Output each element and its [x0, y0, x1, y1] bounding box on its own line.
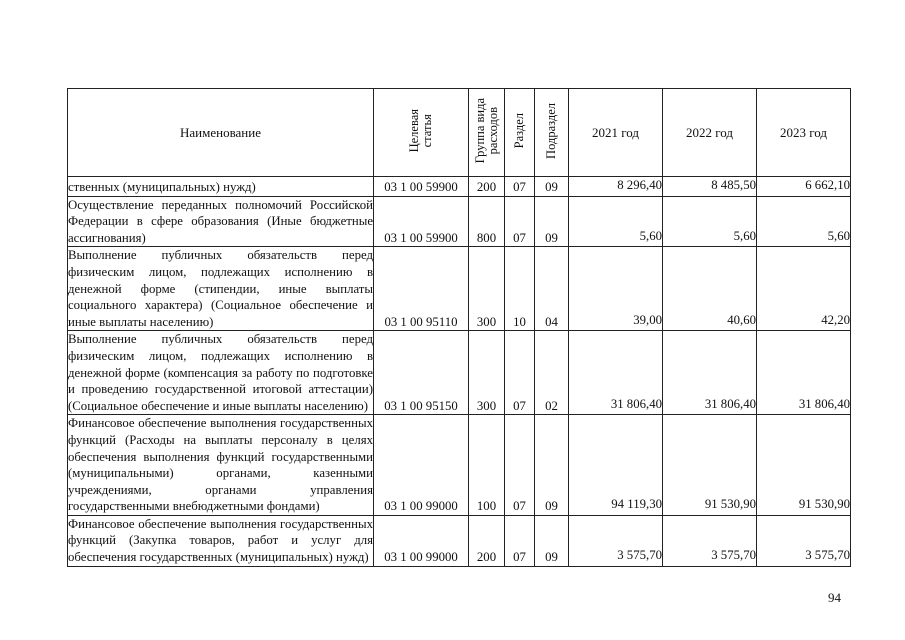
row-2023: [757, 331, 851, 415]
row-section: 07: [505, 415, 535, 516]
row-2021: [569, 415, 663, 516]
row-2023-value: 42,20: [821, 312, 850, 327]
row-subsection: 09: [535, 177, 569, 197]
row-2022-value: 91 530,90: [704, 497, 756, 512]
row-group: 100: [469, 415, 505, 516]
row-group: 200: [469, 177, 505, 197]
row-2023-value: 91 530,90: [798, 497, 850, 512]
header-group-label: Группа вида расходов: [472, 97, 500, 164]
row-group: 200: [469, 515, 505, 566]
row-subsection: 04: [535, 247, 569, 331]
row-2022: [663, 196, 757, 247]
header-section: [505, 89, 535, 177]
row-name: Выполнение публичных обязательств перед физическим лицом, подлежащих исполнению в денежной форме (стипендии, иные выплаты социального характера) (Социальное обеспечение и иные выплаты населению): [68, 247, 374, 331]
row-2023-value: 6 662,10: [805, 178, 850, 192]
header-2022: 2022 год: [663, 89, 757, 177]
row-target: 03 1 00 59900: [374, 196, 469, 247]
row-name: Финансовое обеспечение выполнения государственных функций (Расходы на выплаты персоналу в целях обеспечения выполнения функций государственными (муниципальными) органами, казенными учреждениями, органами управления государственными внебюджетными фондами): [68, 415, 374, 516]
row-2021: [569, 177, 663, 197]
row-2023-value: 5,60: [827, 228, 850, 243]
header-subsection-label: Подраздел: [544, 102, 558, 159]
row-target: 03 1 00 99000: [374, 515, 469, 566]
header-target-label: Целевая статья: [407, 108, 434, 153]
row-section: 07: [505, 196, 535, 247]
row-target: 03 1 00 95110: [374, 247, 469, 331]
row-2023: [757, 515, 851, 566]
row-2022: [663, 415, 757, 516]
row-section: 07: [505, 331, 535, 415]
row-subsection: 09: [535, 196, 569, 247]
row-2021: [569, 515, 663, 566]
row-name: Выполнение публичных обязательств перед физическим лицом, подлежащих исполнению в денежной форме (компенсация за работу по подготовке и проведению государственной итоговой аттестации) (Социальное обеспечение и иные выплаты населению): [68, 331, 374, 415]
header-name: Наименование: [68, 89, 374, 177]
budget-table: [67, 88, 851, 567]
row-2022-value: 5,60: [733, 228, 756, 243]
row-group: 800: [469, 196, 505, 247]
row-section: 07: [505, 515, 535, 566]
header-2021: 2021 год: [569, 89, 663, 177]
row-2023: [757, 196, 851, 247]
row-2022-value: 31 806,40: [704, 396, 756, 411]
table-row: [68, 177, 851, 197]
row-2021-value: 3 575,70: [617, 548, 662, 563]
row-2021: [569, 196, 663, 247]
row-name: ственных (муниципальных) нужд): [68, 177, 374, 197]
header-target: [374, 89, 469, 177]
row-2021-value: 8 296,40: [617, 178, 662, 192]
row-2021-value: 5,60: [639, 228, 662, 243]
row-2022-value: 3 575,70: [711, 548, 756, 563]
table-row: [68, 331, 851, 415]
row-2023: [757, 415, 851, 516]
row-target: 03 1 00 99000: [374, 415, 469, 516]
header-subsection: [535, 89, 569, 177]
table-row: [68, 196, 851, 247]
row-target: 03 1 00 95150: [374, 331, 469, 415]
row-2022: [663, 247, 757, 331]
row-2021-value: 31 806,40: [610, 396, 662, 411]
row-2022: [663, 515, 757, 566]
row-2022: [663, 331, 757, 415]
row-2021: [569, 331, 663, 415]
header-2023: 2023 год: [757, 89, 851, 177]
table-row: [68, 515, 851, 566]
row-2023: [757, 177, 851, 197]
row-group: 300: [469, 331, 505, 415]
row-section: 10: [505, 247, 535, 331]
row-2021: [569, 247, 663, 331]
header-section-label: Раздел: [512, 112, 526, 149]
header-group: [469, 89, 505, 177]
table-row: [68, 247, 851, 331]
row-2023-value: 3 575,70: [805, 548, 850, 563]
header-row: [68, 89, 851, 177]
row-subsection: 09: [535, 415, 569, 516]
row-2021-value: 39,00: [633, 312, 662, 327]
row-2021-value: 94 119,30: [611, 497, 662, 512]
table-row: [68, 415, 851, 516]
row-group: 300: [469, 247, 505, 331]
row-2022-value: 40,60: [727, 312, 756, 327]
row-2023: [757, 247, 851, 331]
row-2023-value: 31 806,40: [798, 396, 850, 411]
row-section: 07: [505, 177, 535, 197]
row-2022-value: 8 485,50: [711, 178, 756, 192]
row-2022: [663, 177, 757, 197]
page-number: 94: [828, 590, 841, 605]
row-name: Осуществление переданных полномочий Российской Федерации в сфере образования (Иные бюджетные ассигнования): [68, 196, 374, 247]
row-subsection: 02: [535, 331, 569, 415]
row-subsection: 09: [535, 515, 569, 566]
row-target: 03 1 00 59900: [374, 177, 469, 197]
row-name: Финансовое обеспечение выполнения государственных функций (Закупка товаров, работ и услуг для обеспечения государственных (муниципальных) нужд): [68, 515, 374, 566]
